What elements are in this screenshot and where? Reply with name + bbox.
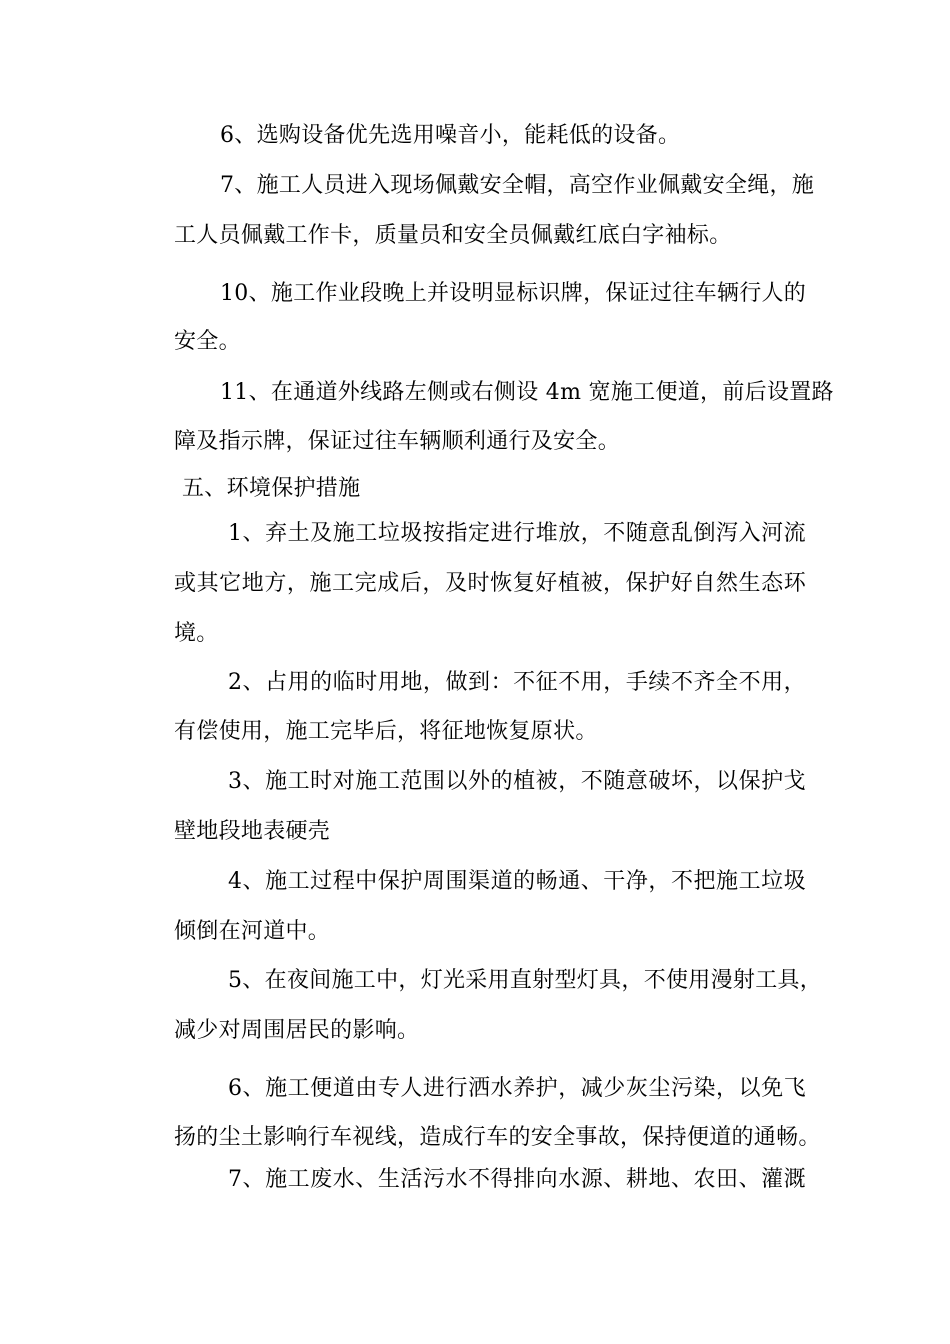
paragraph-line: 1、弃土及施工垃圾按指定进行堆放，不随意乱倒泻入河流 <box>228 521 806 546</box>
paragraph-line: 2、占用的临时用地，做到：不征不用，手续不齐全不用， <box>228 670 806 695</box>
paragraph-line: 障及指示牌，保证过往车辆顺利通行及安全。 <box>174 429 621 454</box>
paragraph-line: 3、施工时对施工范围以外的植被，不随意破坏，以保护戈 <box>228 769 806 794</box>
paragraph-line: 境。 <box>174 621 219 646</box>
paragraph-line: 有偿使用，施工完毕后，将征地恢复原状。 <box>174 719 598 744</box>
paragraph-line: 11、在通道外线路左侧或右侧设 4m 宽施工便道，前后设置路 <box>220 380 834 405</box>
paragraph-line: 5、在夜间施工中，灯光采用直射型灯具，不使用漫射工具， <box>228 968 823 993</box>
paragraph-line: 或其它地方，施工完成后，及时恢复好植被，保护好自然生态环 <box>174 571 806 596</box>
paragraph-line: 7、施工废水、生活污水不得排向水源、耕地、农田、灌溉 <box>228 1167 806 1192</box>
paragraph-line: 10、施工作业段晚上并设明显标识牌，保证过往车辆行人的 <box>220 281 807 306</box>
paragraph-line: 6、选购设备优先选用噪音小，能耗低的设备。 <box>220 123 681 148</box>
paragraph-line: 工人员佩戴工作卡，质量员和安全员佩戴红底白字袖标。 <box>174 223 732 248</box>
paragraph-line: 7、施工人员进入现场佩戴安全帽，高空作业佩戴安全绳，施 <box>220 173 815 198</box>
paragraph-line: 壁地段地表硬壳 <box>174 819 331 844</box>
paragraph-line: 6、施工便道由专人进行洒水养护，减少灰尘污染，以免飞 <box>228 1076 806 1101</box>
paragraph-line: 减少对周围居民的影响。 <box>174 1018 420 1043</box>
paragraph-line: 安全。 <box>174 329 241 354</box>
paragraph-line: 扬的尘土影响行车视线，造成行车的安全事故，保持便道的通畅。 <box>174 1125 821 1150</box>
paragraph-line: 倾倒在河道中。 <box>174 919 331 944</box>
paragraph-line: 4、施工过程中保护周围渠道的畅通、干净，不把施工垃圾 <box>228 869 806 894</box>
section-heading: 五、环境保护措施 <box>182 476 361 501</box>
